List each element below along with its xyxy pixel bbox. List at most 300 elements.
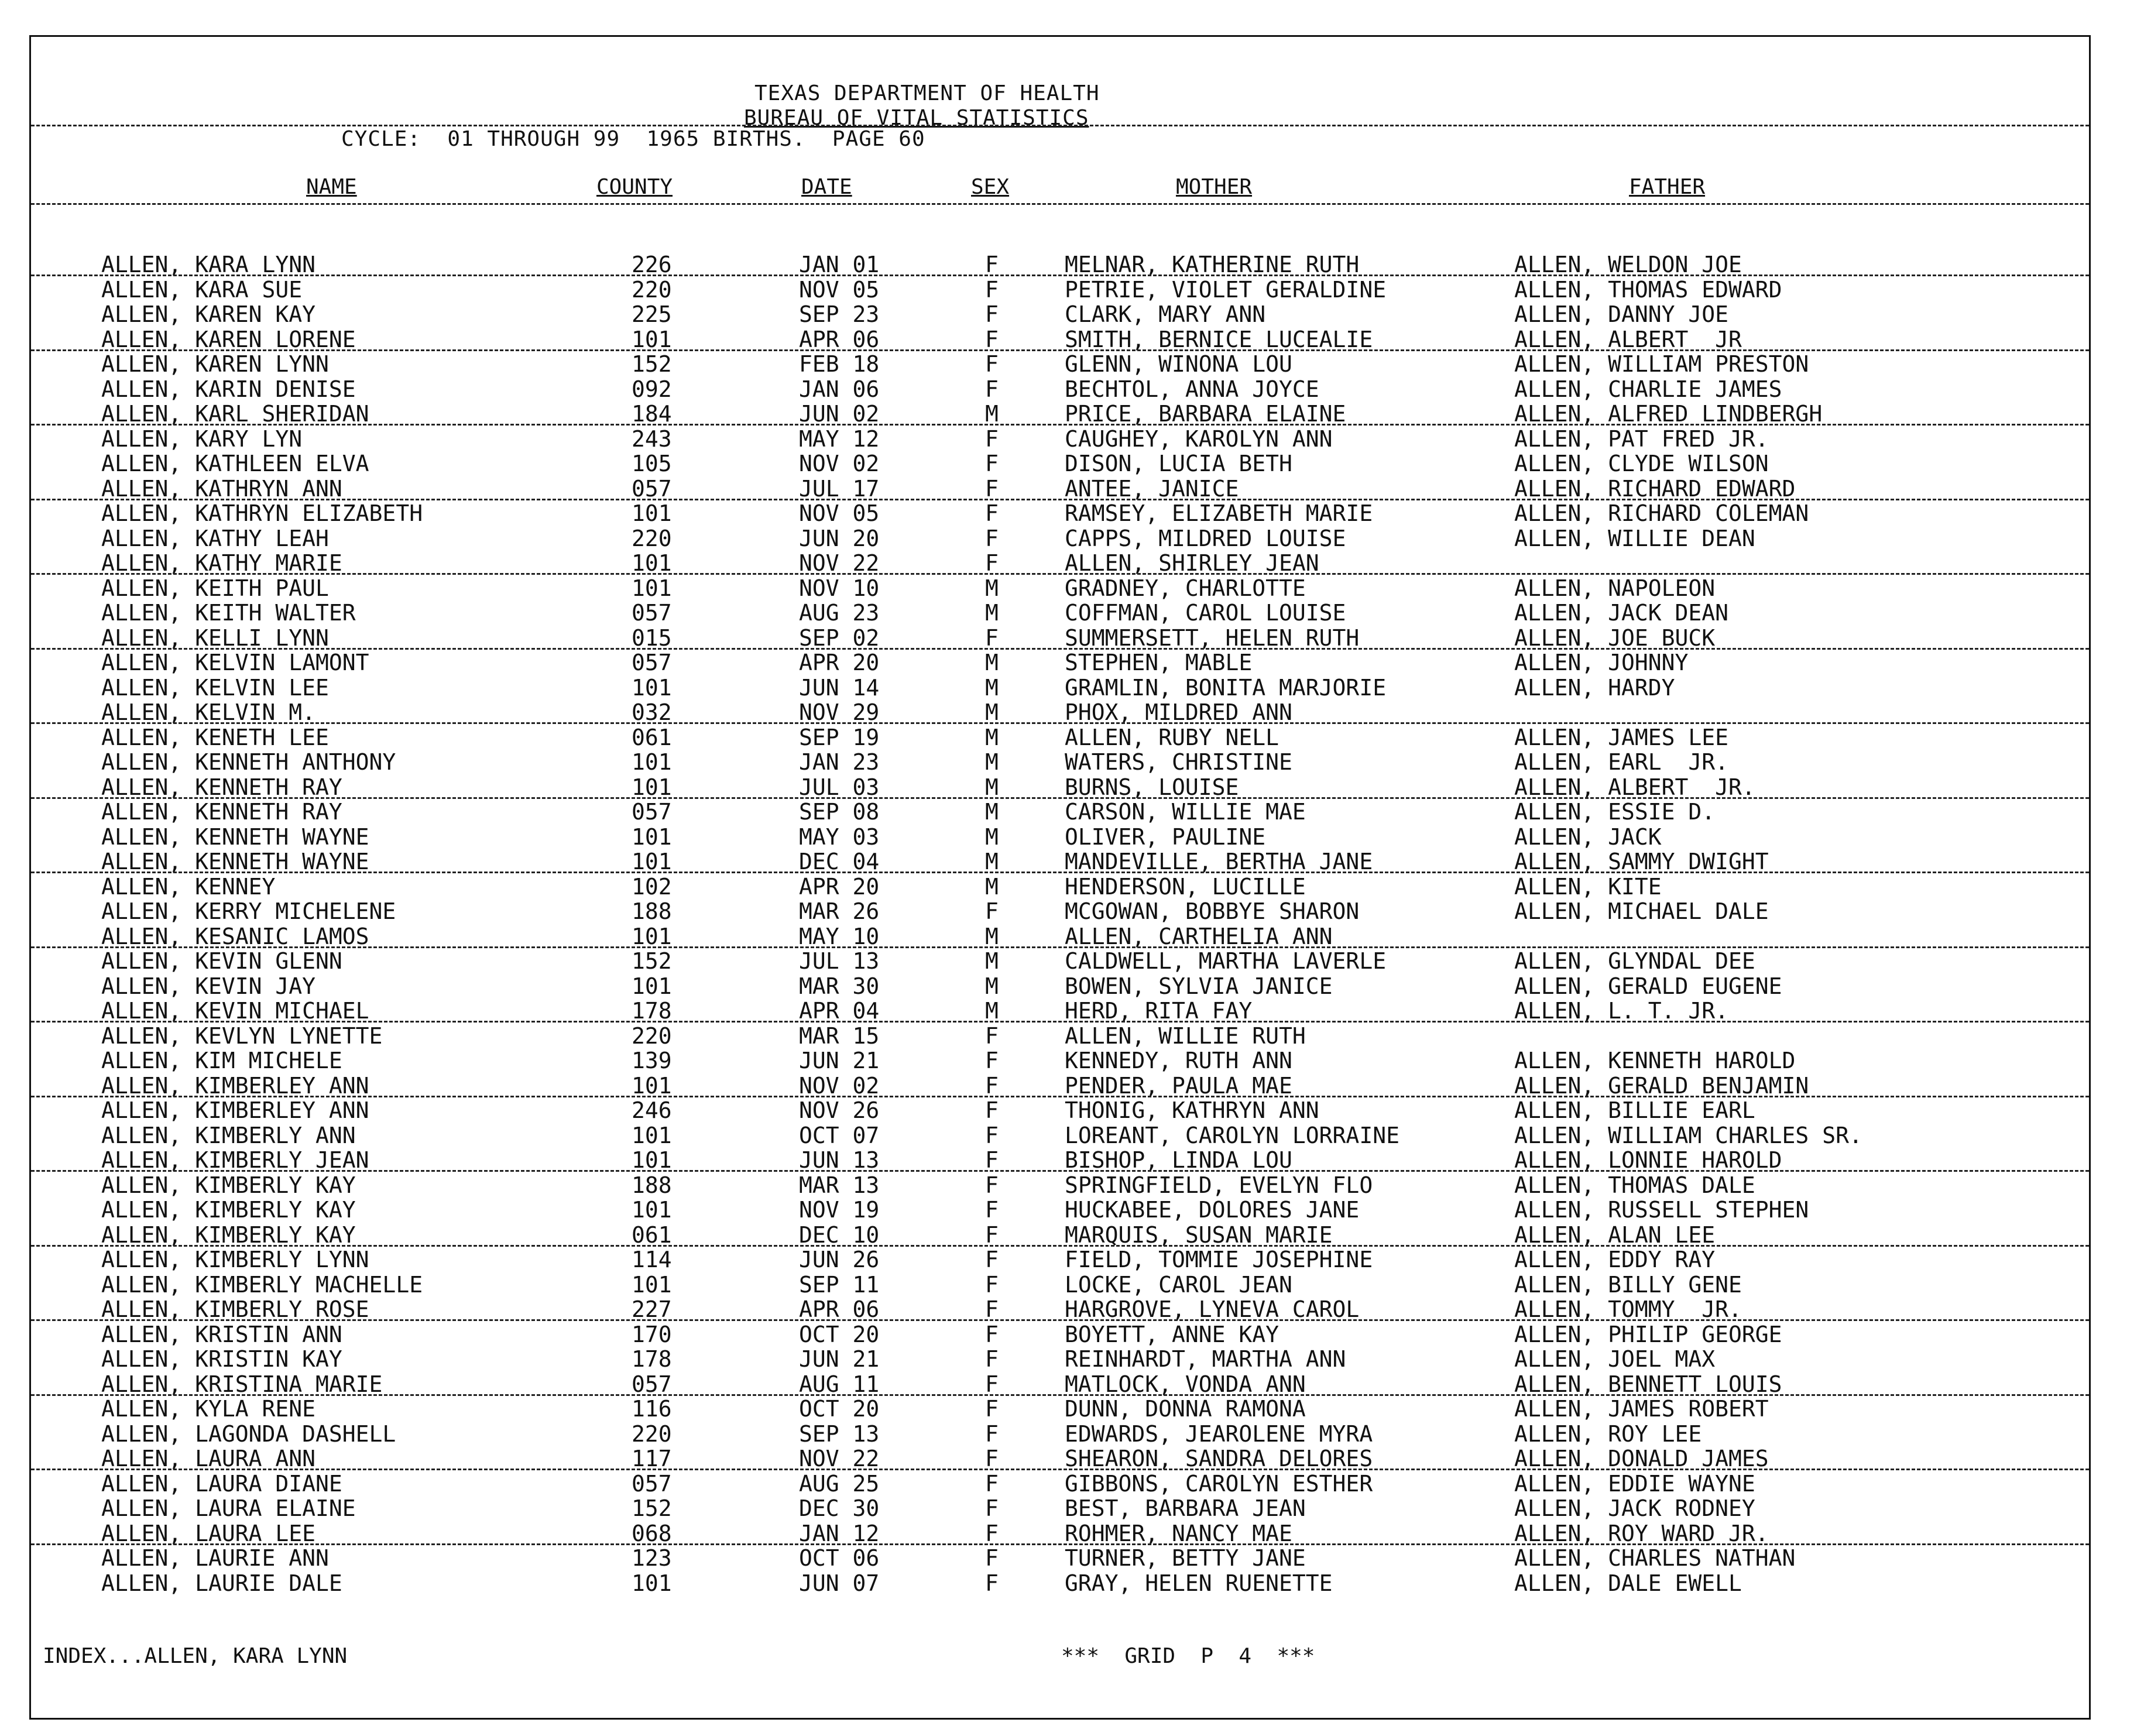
cell-sex: M bbox=[985, 749, 999, 775]
table-row bbox=[31, 775, 2089, 800]
cell-father: ALLEN, ROY WARD JR. bbox=[1514, 1520, 1769, 1546]
cell-county: 057 bbox=[632, 475, 672, 502]
cell-sex: M bbox=[985, 699, 999, 725]
cell-father: ALLEN, MICHAEL DALE bbox=[1514, 898, 1769, 924]
cell-date: JAN 12 bbox=[799, 1520, 880, 1546]
cell-county: 225 bbox=[632, 301, 672, 327]
cell-mother: BOYETT, ANNE KAY bbox=[1065, 1321, 1279, 1347]
cell-name: ALLEN, KARA LYNN bbox=[101, 252, 316, 277]
cell-sex: F bbox=[985, 1023, 999, 1049]
cell-father: ALLEN, JOEL MAX bbox=[1514, 1346, 1716, 1372]
cell-father: ALLEN, WELDON JOE bbox=[1514, 252, 1742, 277]
cell-date: SEP 23 bbox=[799, 301, 880, 327]
cell-sex: M bbox=[985, 973, 999, 999]
cell-county: 057 bbox=[632, 1470, 672, 1497]
table-row bbox=[31, 999, 2089, 1024]
cell-mother: PETRIE, VIOLET GERALDINE bbox=[1065, 276, 1387, 303]
table-row bbox=[31, 1297, 2089, 1322]
cell-county: 101 bbox=[632, 1197, 672, 1223]
table-row bbox=[31, 377, 2089, 402]
cell-mother: BOWEN, SYLVIA JANICE bbox=[1065, 973, 1333, 999]
cell-sex: F bbox=[985, 301, 999, 327]
cell-mother: CARSON, WILLIE MAE bbox=[1065, 799, 1306, 825]
cell-county: 015 bbox=[632, 625, 672, 651]
table-row bbox=[31, 800, 2089, 825]
cell-date: JUN 20 bbox=[799, 525, 880, 551]
cell-county: 101 bbox=[632, 774, 672, 800]
cell-sex: F bbox=[985, 351, 999, 377]
cell-county: 178 bbox=[632, 1346, 672, 1372]
table-row bbox=[31, 626, 2089, 651]
cell-county: 116 bbox=[632, 1396, 672, 1422]
cell-mother: MCGOWAN, BOBBYE SHARON bbox=[1065, 898, 1360, 924]
cell-date: MAY 12 bbox=[799, 426, 880, 452]
cell-sex: F bbox=[985, 1346, 999, 1372]
table-row bbox=[31, 1198, 2089, 1223]
cell-father: ALLEN, GERALD BENJAMIN bbox=[1514, 1072, 1809, 1099]
cell-father: ALLEN, THOMAS EDWARD bbox=[1514, 276, 1782, 303]
table-row bbox=[31, 1098, 2089, 1123]
cell-name: ALLEN, KIMBERLY KAY bbox=[101, 1222, 356, 1248]
cell-father: ALLEN, ROY LEE bbox=[1514, 1421, 1702, 1447]
cell-date: APR 06 bbox=[799, 1296, 880, 1322]
cell-name: ALLEN, KATHY MARIE bbox=[101, 550, 342, 576]
table-row bbox=[31, 277, 2089, 303]
cell-mother: CLARK, MARY ANN bbox=[1065, 301, 1266, 327]
cell-father: ALLEN, WILLIE DEAN bbox=[1514, 525, 1755, 551]
cell-father: ALLEN, JACK RODNEY bbox=[1514, 1495, 1755, 1521]
cell-mother: CAUGHEY, KAROLYN ANN bbox=[1065, 426, 1333, 452]
table-row bbox=[31, 1397, 2089, 1422]
cell-name: ALLEN, KATHRYN ANN bbox=[101, 475, 342, 502]
cell-mother: SMITH, BERNICE LUCEALIE bbox=[1065, 326, 1373, 352]
cell-sex: M bbox=[985, 724, 999, 750]
cell-county: 139 bbox=[632, 1048, 672, 1073]
cell-date: SEP 19 bbox=[799, 724, 880, 750]
cell-mother: GLENN, WINONA LOU bbox=[1065, 351, 1292, 377]
cell-name: ALLEN, KYLA RENE bbox=[101, 1396, 316, 1422]
cell-county: 101 bbox=[632, 1271, 672, 1298]
cell-name: ALLEN, KARY LYN bbox=[101, 426, 303, 452]
cell-sex: F bbox=[985, 326, 999, 352]
cell-name: ALLEN, LAURA ANN bbox=[101, 1446, 316, 1471]
cell-name: ALLEN, KAREN KAY bbox=[101, 301, 316, 327]
cell-sex: F bbox=[985, 276, 999, 303]
cell-father: ALLEN, JAMES LEE bbox=[1514, 724, 1729, 750]
cell-sex: F bbox=[985, 898, 999, 924]
cell-name: ALLEN, KIMBERLEY ANN bbox=[101, 1097, 369, 1123]
cell-date: FEB 18 bbox=[799, 351, 880, 377]
column-header-sex: SEX bbox=[971, 175, 1010, 199]
cell-sex: F bbox=[985, 1321, 999, 1347]
cell-sex: M bbox=[985, 799, 999, 825]
cell-date: MAR 26 bbox=[799, 898, 880, 924]
cell-sex: M bbox=[985, 998, 999, 1024]
report-subtitle: BUREAU OF VITAL STATISTICS bbox=[744, 106, 1089, 130]
cell-father: ALLEN, EDDY RAY bbox=[1514, 1247, 1716, 1272]
cell-mother: BISHOP, LINDA LOU bbox=[1065, 1147, 1292, 1173]
cell-sex: M bbox=[985, 948, 999, 974]
cell-sex: F bbox=[985, 625, 999, 651]
cell-name: ALLEN, KEVIN JAY bbox=[101, 973, 316, 999]
cell-father: ALLEN, EDDIE WAYNE bbox=[1514, 1470, 1755, 1497]
cell-mother: BURNS, LOUISE bbox=[1065, 774, 1239, 800]
table-row bbox=[31, 1422, 2089, 1447]
table-row bbox=[31, 427, 2089, 452]
cell-county: 101 bbox=[632, 1122, 672, 1148]
cell-mother: LOCKE, CAROL JEAN bbox=[1065, 1271, 1292, 1298]
table-row bbox=[31, 825, 2089, 850]
table-row bbox=[31, 1446, 2089, 1471]
table-row bbox=[31, 601, 2089, 626]
cell-father: ALLEN, BENNETT LOUIS bbox=[1514, 1371, 1782, 1397]
table-row bbox=[31, 1471, 2089, 1497]
cell-name: ALLEN, KELVIN LAMONT bbox=[101, 650, 369, 675]
cell-county: 152 bbox=[632, 351, 672, 377]
cell-date: JAN 06 bbox=[799, 376, 880, 402]
cell-mother: LOREANT, CAROLYN LORRAINE bbox=[1065, 1122, 1399, 1148]
cell-mother: COFFMAN, CAROL LOUISE bbox=[1065, 600, 1346, 626]
cell-name: ALLEN, KEVIN MICHAEL bbox=[101, 998, 369, 1024]
cell-county: 246 bbox=[632, 1097, 672, 1123]
cell-mother: KENNEDY, RUTH ANN bbox=[1065, 1048, 1292, 1073]
cell-county: 152 bbox=[632, 1495, 672, 1521]
cell-sex: F bbox=[985, 376, 999, 402]
cell-mother: OLIVER, PAULINE bbox=[1065, 824, 1266, 850]
cell-sex: F bbox=[985, 550, 999, 576]
cell-sex: F bbox=[985, 1396, 999, 1422]
cell-father: ALLEN, WILLIAM CHARLES SR. bbox=[1514, 1122, 1862, 1148]
cell-county: 101 bbox=[632, 973, 672, 999]
cell-name: ALLEN, KATHRYN ELIZABETH bbox=[101, 500, 423, 526]
cell-name: ALLEN, KIMBERLY MACHELLE bbox=[101, 1271, 423, 1298]
table-row bbox=[31, 551, 2089, 576]
cell-date: JUN 14 bbox=[799, 674, 880, 701]
cell-sex: M bbox=[985, 923, 999, 949]
table-row bbox=[31, 1024, 2089, 1049]
cell-date: DEC 10 bbox=[799, 1222, 880, 1248]
cell-county: 117 bbox=[632, 1446, 672, 1471]
table-row bbox=[31, 924, 2089, 949]
cell-sex: F bbox=[985, 1172, 999, 1198]
cell-sex: F bbox=[985, 1247, 999, 1272]
cell-date: JUL 13 bbox=[799, 948, 880, 974]
cell-father: ALLEN, CLYDE WILSON bbox=[1514, 451, 1769, 476]
cell-father: ALLEN, HARDY bbox=[1514, 674, 1675, 701]
cell-name: ALLEN, KELLI LYNN bbox=[101, 625, 329, 651]
cell-sex: M bbox=[985, 401, 999, 427]
cell-father: ALLEN, JOHNNY bbox=[1514, 650, 1689, 675]
cell-mother: CALDWELL, MARTHA LAVERLE bbox=[1065, 948, 1387, 974]
cell-mother: ANTEE, JANICE bbox=[1065, 475, 1239, 502]
cell-date: AUG 23 bbox=[799, 600, 880, 626]
cell-sex: F bbox=[985, 1371, 999, 1397]
cell-father: ALLEN, ALBERT JR bbox=[1514, 326, 1742, 352]
cell-name: ALLEN, KENNETH ANTHONY bbox=[101, 749, 396, 775]
cell-father: ALLEN, CHARLES NATHAN bbox=[1514, 1545, 1796, 1571]
table-row bbox=[31, 1546, 2089, 1571]
cell-sex: F bbox=[985, 1545, 999, 1571]
cell-county: 057 bbox=[632, 799, 672, 825]
cell-sex: F bbox=[985, 1271, 999, 1298]
cell-mother: RAMSEY, ELIZABETH MARIE bbox=[1065, 500, 1373, 526]
cell-county: 061 bbox=[632, 724, 672, 750]
cell-father: ALLEN, DANNY JOE bbox=[1514, 301, 1729, 327]
footer-index: INDEX...ALLEN, KARA LYNN bbox=[43, 1644, 348, 1668]
cell-date: OCT 20 bbox=[799, 1396, 880, 1422]
cell-name: ALLEN, KIMBERLY LYNN bbox=[101, 1247, 369, 1272]
table-row bbox=[31, 1247, 2089, 1272]
table-row bbox=[31, 576, 2089, 601]
cell-county: 226 bbox=[632, 252, 672, 277]
cell-father: ALLEN, SAMMY DWIGHT bbox=[1514, 849, 1769, 874]
cell-sex: F bbox=[985, 1122, 999, 1148]
cell-date: AUG 25 bbox=[799, 1470, 880, 1497]
cell-name: ALLEN, KENNETH WAYNE bbox=[101, 849, 369, 874]
cell-name: ALLEN, LAURIE ANN bbox=[101, 1545, 329, 1571]
cell-county: 114 bbox=[632, 1247, 672, 1272]
cell-county: 220 bbox=[632, 1023, 672, 1049]
table-row bbox=[31, 1521, 2089, 1546]
cell-date: NOV 02 bbox=[799, 451, 880, 476]
cell-name: ALLEN, KIMBERLY KAY bbox=[101, 1172, 356, 1198]
cell-date: DEC 04 bbox=[799, 849, 880, 874]
cell-sex: F bbox=[985, 1446, 999, 1471]
cell-mother: REINHARDT, MARTHA ANN bbox=[1065, 1346, 1346, 1372]
cell-mother: THONIG, KATHRYN ANN bbox=[1065, 1097, 1319, 1123]
cell-date: JUN 07 bbox=[799, 1570, 880, 1596]
table-row bbox=[31, 725, 2089, 750]
cell-father: ALLEN, KENNETH HAROLD bbox=[1514, 1048, 1796, 1073]
cell-name: ALLEN, KAREN LORENE bbox=[101, 326, 356, 352]
cell-father: ALLEN, PHILIP GEORGE bbox=[1514, 1321, 1782, 1347]
cell-sex: M bbox=[985, 674, 999, 701]
column-header-divider bbox=[31, 203, 2089, 205]
table-row bbox=[31, 302, 2089, 327]
cell-name: ALLEN, KEVLYN LYNETTE bbox=[101, 1023, 383, 1049]
cell-county: 101 bbox=[632, 674, 672, 701]
cell-name: ALLEN, KENNETH RAY bbox=[101, 799, 342, 825]
cell-mother: DUNN, DONNA RAMONA bbox=[1065, 1396, 1306, 1422]
table-row bbox=[31, 1347, 2089, 1372]
cell-name: ALLEN, KIMBERLY KAY bbox=[101, 1197, 356, 1223]
cell-date: APR 20 bbox=[799, 873, 880, 900]
cell-father: ALLEN, RICHARD COLEMAN bbox=[1514, 500, 1809, 526]
cell-sex: M bbox=[985, 650, 999, 675]
cell-mother: STEPHEN, MABLE bbox=[1065, 650, 1253, 675]
cell-date: AUG 11 bbox=[799, 1371, 880, 1397]
cell-sex: F bbox=[985, 1495, 999, 1521]
table-row bbox=[31, 874, 2089, 900]
cell-county: 227 bbox=[632, 1296, 672, 1322]
cell-county: 220 bbox=[632, 525, 672, 551]
cell-father: ALLEN, NAPOLEON bbox=[1514, 575, 1716, 601]
cell-date: MAR 30 bbox=[799, 973, 880, 999]
cell-date: SEP 11 bbox=[799, 1271, 880, 1298]
cell-mother: GRAMLIN, BONITA MARJORIE bbox=[1065, 674, 1387, 701]
table-row bbox=[31, 1571, 2089, 1596]
column-header-mother: MOTHER bbox=[1176, 175, 1253, 199]
cell-name: ALLEN, KEITH PAUL bbox=[101, 575, 329, 601]
table-row bbox=[31, 1372, 2089, 1397]
cell-county: 243 bbox=[632, 426, 672, 452]
cell-father: ALLEN, THOMAS DALE bbox=[1514, 1172, 1755, 1198]
cell-county: 105 bbox=[632, 451, 672, 476]
cell-father: ALLEN, JAMES ROBERT bbox=[1514, 1396, 1769, 1422]
cell-mother: ALLEN, WILLIE RUTH bbox=[1065, 1023, 1306, 1049]
table-row bbox=[31, 974, 2089, 999]
cell-father: ALLEN, ALFRED LINDBERGH bbox=[1514, 401, 1823, 427]
cell-mother: PENDER, PAULA MAE bbox=[1065, 1072, 1292, 1099]
cell-county: 102 bbox=[632, 873, 672, 900]
cell-father: ALLEN, ALAN LEE bbox=[1514, 1222, 1716, 1248]
cell-name: ALLEN, KARL SHERIDAN bbox=[101, 401, 369, 427]
cell-name: ALLEN, KENNEY bbox=[101, 873, 276, 900]
cell-date: NOV 29 bbox=[799, 699, 880, 725]
cell-date: OCT 07 bbox=[799, 1122, 880, 1148]
cell-mother: HENDERSON, LUCILLE bbox=[1065, 873, 1306, 900]
cell-sex: M bbox=[985, 575, 999, 601]
cell-county: 101 bbox=[632, 749, 672, 775]
cell-name: ALLEN, KERRY MICHELENE bbox=[101, 898, 396, 924]
column-header-name: NAME bbox=[306, 175, 357, 199]
cell-sex: F bbox=[985, 1072, 999, 1099]
cell-name: ALLEN, KIM MICHELE bbox=[101, 1048, 342, 1073]
cell-date: JAN 01 bbox=[799, 252, 880, 277]
cell-name: ALLEN, KATHY LEAH bbox=[101, 525, 329, 551]
cell-father: ALLEN, DONALD JAMES bbox=[1514, 1446, 1769, 1471]
cell-father: ALLEN, WILLIAM PRESTON bbox=[1514, 351, 1809, 377]
column-header-father: FATHER bbox=[1629, 175, 1706, 199]
cell-date: APR 04 bbox=[799, 998, 880, 1024]
cell-sex: F bbox=[985, 1197, 999, 1223]
cell-date: MAY 10 bbox=[799, 923, 880, 949]
cell-date: OCT 20 bbox=[799, 1321, 880, 1347]
cell-name: ALLEN, KEITH WALTER bbox=[101, 600, 356, 626]
table-row bbox=[31, 526, 2089, 551]
cell-sex: F bbox=[985, 1222, 999, 1248]
cell-sex: F bbox=[985, 426, 999, 452]
cell-county: 152 bbox=[632, 948, 672, 974]
cell-date: NOV 26 bbox=[799, 1097, 880, 1123]
cycle-line: CYCLE: 01 THROUGH 99 1965 BIRTHS. PAGE 60 bbox=[341, 127, 925, 151]
cell-mother: SUMMERSETT, HELEN RUTH bbox=[1065, 625, 1360, 651]
cell-father: ALLEN, JACK bbox=[1514, 824, 1662, 850]
cell-sex: F bbox=[985, 1048, 999, 1073]
cell-sex: F bbox=[985, 252, 999, 277]
cell-sex: M bbox=[985, 873, 999, 900]
cell-name: ALLEN, KARA SUE bbox=[101, 276, 303, 303]
cell-county: 170 bbox=[632, 1321, 672, 1347]
cell-name: ALLEN, KELVIN LEE bbox=[101, 674, 329, 701]
cell-father: ALLEN, LONNIE HAROLD bbox=[1514, 1147, 1782, 1173]
cell-date: SEP 08 bbox=[799, 799, 880, 825]
cell-county: 101 bbox=[632, 1147, 672, 1173]
cell-father: ALLEN, JOE BUCK bbox=[1514, 625, 1716, 651]
cell-sex: F bbox=[985, 500, 999, 526]
header-divider bbox=[31, 125, 2089, 126]
footer-grid-ref: *** GRID P 4 *** bbox=[1061, 1644, 1315, 1668]
cell-date: APR 20 bbox=[799, 650, 880, 675]
cell-mother: MARQUIS, SUSAN MARIE bbox=[1065, 1222, 1333, 1248]
cell-county: 188 bbox=[632, 898, 672, 924]
cell-father: ALLEN, ALBERT JR. bbox=[1514, 774, 1755, 800]
cell-county: 101 bbox=[632, 1072, 672, 1099]
table-row bbox=[31, 402, 2089, 427]
cell-county: 101 bbox=[632, 1570, 672, 1596]
cell-name: ALLEN, LAURIE DALE bbox=[101, 1570, 342, 1596]
cell-date: NOV 19 bbox=[799, 1197, 880, 1223]
cell-county: 184 bbox=[632, 401, 672, 427]
cell-county: 101 bbox=[632, 550, 672, 576]
cell-sex: F bbox=[985, 1097, 999, 1123]
cell-father: ALLEN, BILLY GENE bbox=[1514, 1271, 1742, 1298]
birth-records-table bbox=[31, 252, 2089, 1596]
cell-sex: F bbox=[985, 1470, 999, 1497]
cell-mother: GIBBONS, CAROLYN ESTHER bbox=[1065, 1470, 1373, 1497]
cell-mother: FIELD, TOMMIE JOSEPHINE bbox=[1065, 1247, 1373, 1272]
cell-mother: HERD, RITA FAY bbox=[1065, 998, 1253, 1024]
cell-father: ALLEN, DALE EWELL bbox=[1514, 1570, 1742, 1596]
cell-county: 220 bbox=[632, 276, 672, 303]
table-row bbox=[31, 750, 2089, 775]
cell-father: ALLEN, CHARLIE JAMES bbox=[1514, 376, 1782, 402]
cell-mother: ALLEN, SHIRLEY JEAN bbox=[1065, 550, 1319, 576]
cell-date: JUL 03 bbox=[799, 774, 880, 800]
table-row bbox=[31, 849, 2089, 874]
table-row bbox=[31, 1322, 2089, 1347]
cell-sex: F bbox=[985, 1520, 999, 1546]
report-title: TEXAS DEPARTMENT OF HEALTH bbox=[754, 81, 1100, 105]
table-row bbox=[31, 1073, 2089, 1099]
cell-sex: F bbox=[985, 1147, 999, 1173]
cell-name: ALLEN, LAGONDA DASHELL bbox=[101, 1421, 396, 1447]
cell-name: ALLEN, LAURA DIANE bbox=[101, 1470, 342, 1497]
cell-date: JUN 21 bbox=[799, 1048, 880, 1073]
cell-name: ALLEN, KRISTINA MARIE bbox=[101, 1371, 383, 1397]
cell-mother: DISON, LUCIA BETH bbox=[1065, 451, 1292, 476]
cell-sex: M bbox=[985, 774, 999, 800]
report-sheet bbox=[29, 35, 2091, 1720]
cell-mother: TURNER, BETTY JANE bbox=[1065, 1545, 1306, 1571]
cell-date: OCT 06 bbox=[799, 1545, 880, 1571]
cell-name: ALLEN, KELVIN M. bbox=[101, 699, 316, 725]
cell-name: ALLEN, KENNETH RAY bbox=[101, 774, 342, 800]
table-row bbox=[31, 1048, 2089, 1073]
cell-date: SEP 13 bbox=[799, 1421, 880, 1447]
cell-county: 101 bbox=[632, 849, 672, 874]
table-row bbox=[31, 899, 2089, 924]
cell-date: JUN 21 bbox=[799, 1346, 880, 1372]
cell-date: SEP 02 bbox=[799, 625, 880, 651]
table-row bbox=[31, 1123, 2089, 1148]
table-row bbox=[31, 1223, 2089, 1248]
cell-name: ALLEN, KAREN LYNN bbox=[101, 351, 329, 377]
cell-name: ALLEN, KEVIN GLENN bbox=[101, 948, 342, 974]
cell-county: 061 bbox=[632, 1222, 672, 1248]
cell-date: JUN 26 bbox=[799, 1247, 880, 1272]
cell-county: 057 bbox=[632, 650, 672, 675]
cell-county: 032 bbox=[632, 699, 672, 725]
cell-sex: F bbox=[985, 1570, 999, 1596]
table-row bbox=[31, 700, 2089, 725]
table-row bbox=[31, 327, 2089, 352]
cell-sex: M bbox=[985, 849, 999, 874]
cell-name: ALLEN, KIMBERLY ANN bbox=[101, 1122, 356, 1148]
cell-date: JUN 13 bbox=[799, 1147, 880, 1173]
cell-county: 188 bbox=[632, 1172, 672, 1198]
cell-mother: PRICE, BARBARA ELAINE bbox=[1065, 401, 1346, 427]
